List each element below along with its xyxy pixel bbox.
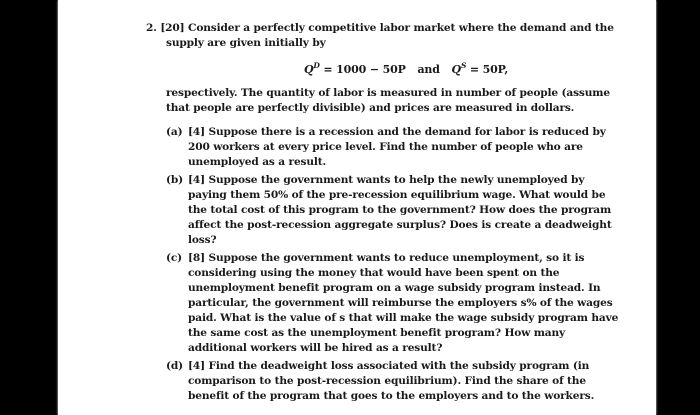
demand-q: Q [303, 63, 314, 76]
question-points: [20] [160, 22, 185, 34]
demand-rhs: = 1000 − 50P [319, 63, 406, 76]
part-c [146, 251, 626, 356]
question-intro-line1: Consider a perfectly competitive labor market where the demand and the [188, 22, 614, 34]
supply-q: Q [451, 63, 461, 76]
question-number: 2. [146, 22, 157, 34]
problem-content [146, 21, 626, 407]
part-a-text: [4] Suppose there is a recession and the demand for labor is reduced by 200 workers at every price level. Find the number of people who are unemployed as a result. [188, 126, 606, 168]
supply-demand-equation [146, 58, 626, 77]
part-a-label: (a) [166, 126, 183, 138]
supply-rhs: = 50P, [466, 63, 509, 76]
demand-sup: D [313, 61, 320, 70]
part-b-label: (b) [166, 174, 183, 186]
part-d-text: [4] Find the deadweight loss associated with the subsidy program (in comparison to the post-recession equilibrium). Find the share of the benefit of the program that goes to the employers and to the workers. [188, 360, 595, 402]
supply-sup: S [460, 61, 467, 70]
document-page [58, 0, 656, 415]
part-b-text: [4] Suppose the government wants to help the newly unemployed by paying them 50% of the pre-recession equilibrium wage. What would be the total cost of this program to the government? How does the program affect the post-recession aggregate surplus? Does is create a deadweight loss? [188, 174, 612, 246]
equation-and: and [417, 63, 440, 76]
part-a [146, 125, 626, 170]
part-d [146, 359, 626, 404]
question-intro [146, 21, 626, 36]
part-c-label: (c) [166, 252, 183, 264]
question-intro-line2: supply are given initially by [166, 37, 326, 49]
part-b [146, 173, 626, 248]
question-description: respectively. The quantity of labor is measured in number of people (assume that people are perfectly divisible) and prices are measured in dollars. [166, 87, 610, 114]
part-c-text: [8] Suppose the government wants to reduce unemployment, so it is considering using the money that would have been spent on the unemployment benefit program on a wage subsidy program instead. In particular, the government will reimburse the employers s% of the wages paid. What is the value of s that will make the wage subsidy program have the same cost as the unemployment benefit program? How many additional workers will be hired as a result? [188, 252, 619, 354]
part-d-label: (d) [166, 360, 183, 372]
